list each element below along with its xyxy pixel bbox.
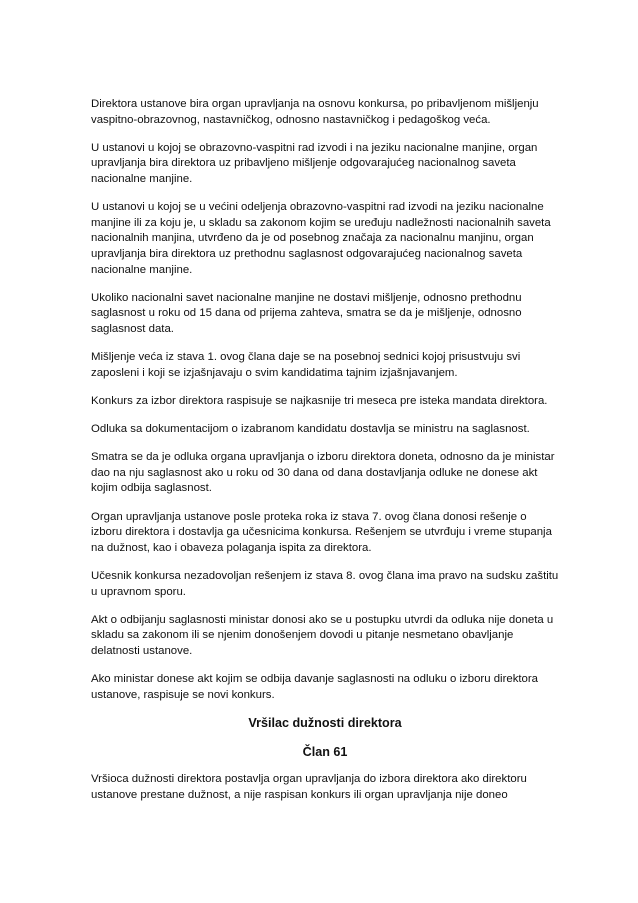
paragraph: Smatra se da je odluka organa upravljanja o izboru direktora doneta, odnosno da je ministar dao na nju saglasnost ako u roku od 30 dana od dana dostavljanja odluke ne donese akt kojim odbija saglasnost.	[91, 451, 555, 495]
document-page	[91, 97, 559, 816]
paragraph: Direktora ustanove bira organ upravljanja na osnovu konkursa, po pribavljenom mišljenju vaspitno-obrazovnog, nastavničkog, odnosno nastavničkog i pedagoškog veća.	[91, 98, 539, 126]
paragraph: Odluka sa dokumentacijom o izabranom kandidatu dostavlja se ministru na saglasnost.	[91, 423, 530, 436]
paragraph: Vršioca dužnosti direktora postavlja organ upravljanja do izbora direktora ako direktoru ustanove prestane dužnost, a nije raspisan konkurs ili organ upravljanja nije doneo	[91, 773, 527, 801]
paragraph: U ustanovi u kojoj se obrazovno-vaspitni rad izvodi i na jeziku nacionalne manjine, organ upravljanja bira direktora uz pribavljeno mišljenje odgovarajućeg nacionalnog saveta nacionalne manjine.	[91, 141, 538, 185]
paragraph: Akt o odbijanju saglasnosti ministar donosi ako se u postupku utvrdi da odluka nije doneta u skladu sa zakonom ili se njenim donošenjem dovodi u pitanje nesmetano obavljanje delatnosti ustanove.	[91, 613, 554, 657]
paragraph: Organ upravljanja ustanove posle proteka roka iz stava 7. ovog člana donosi rešenje o izboru direktora i dostavlja ga učesnicima konkursa. Rešenjem se utvrđuju i vreme stupanja na dužnost, kao i obaveza polaganja ispita za direktora.	[91, 510, 552, 554]
paragraph: Konkurs za izbor direktora raspisuje se najkasnije tri meseca pre isteka mandata direktora.	[91, 394, 548, 407]
paragraph: U ustanovi u kojoj se u većini odeljenja obrazovno-vaspitni rad izvodi na jeziku nacionalne manjine ili za koju je, u skladu sa zakonom kojim se uređuju nadležnosti nacionalnih saveta nacionalnih manjina, utvrđeno da je od posebnog značaja za nacionalnu manjinu, organ upravljanja bira direktora uz prethodnu saglasnost odgovarajućeg nacionalnog saveta nacionalne manjine.	[91, 201, 551, 276]
paragraph: Učesnik konkursa nezadovoljan rešenjem iz stava 8. ovog člana ima pravo na sudsku zaštitu u upravnom sporu.	[91, 570, 559, 598]
paragraph: Ako ministar donese akt kojim se odbija davanje saglasnosti na odluku o izboru direktora ustanove, raspisuje se novi konkurs.	[91, 673, 539, 701]
paragraph: Ukoliko nacionalni savet nacionalne manjine ne dostavi mišljenje, odnosno prethodnu saglasnost u roku od 15 dana od prijema zahteva, smatra se da je mišljenje, odnosno saglasnost data.	[91, 291, 522, 335]
article-heading: Član 61	[302, 744, 348, 759]
section-heading: Vršilac dužnosti direktora	[248, 715, 402, 730]
paragraph: Mišljenje veća iz stava 1. ovog člana daje se na posebnoj sednici kojoj prisustvuju svi zaposleni i koji se izjašnjavaju o svim kandidatima tajnim izjašnjavanjem.	[91, 351, 521, 379]
